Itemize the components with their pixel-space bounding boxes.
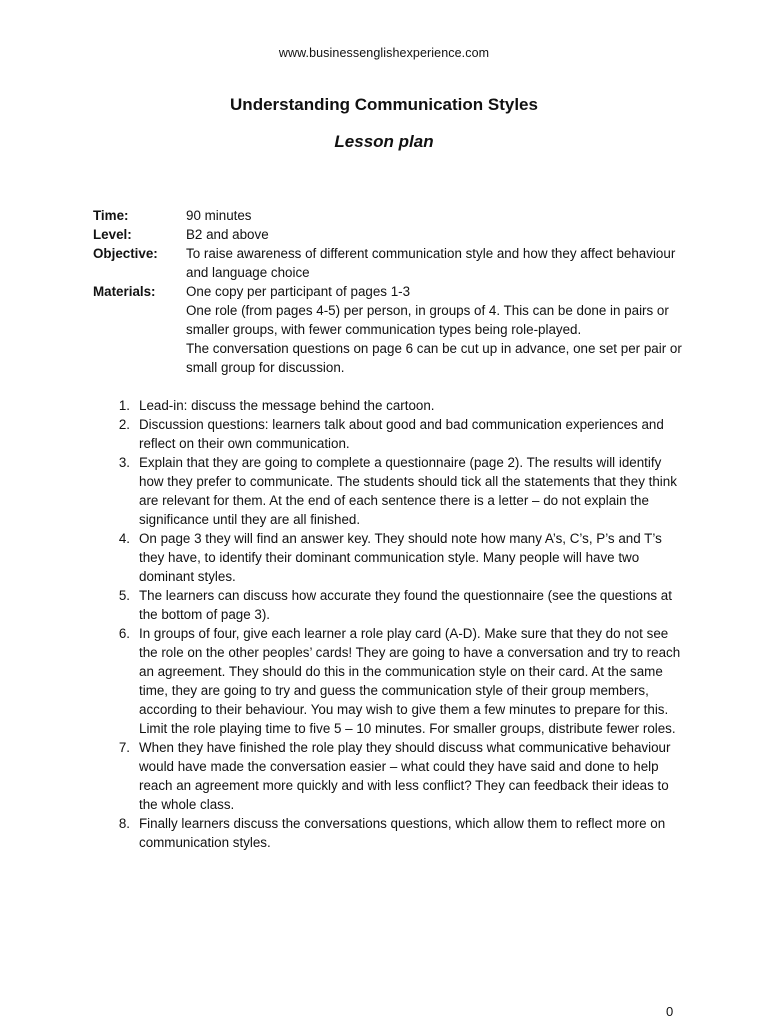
info-row-time [93, 206, 683, 225]
step-text: Explain that they are going to complete a questionnaire (page 2). The results will identify how they prefer to communicate. The students should tick all the statements that they think are relevant for them. At the end of each sentence there is a letter – do not explain the significance until they are all finished. [139, 455, 677, 527]
lesson-steps-list [112, 396, 682, 852]
info-label: Level: [93, 227, 132, 242]
info-row-materials [93, 282, 683, 377]
info-label: Time: [93, 208, 129, 223]
list-item [112, 624, 682, 738]
info-value [186, 244, 683, 282]
info-value [186, 282, 683, 377]
info-value-line: B2 and above [186, 227, 269, 242]
info-value-line: 90 minutes [186, 208, 252, 223]
page-title: Understanding Communication Styles [230, 95, 538, 114]
list-item [112, 415, 682, 453]
lesson-info-table [93, 206, 683, 377]
step-text: When they have finished the role play they should discuss what communicative behaviour would have made the conversation easier – what could they have said and done to help reach an agreement more quickly and with less conflict? They can feedback their ideas to the whole class. [139, 740, 671, 812]
step-number: 8. [118, 816, 130, 831]
list-item [112, 529, 682, 586]
step-number: 7. [118, 740, 130, 755]
info-row-objective [93, 244, 683, 282]
step-text: Finally learners discuss the conversations questions, which allow them to reflect more on communication styles. [139, 816, 666, 850]
info-label: Materials: [93, 284, 156, 299]
step-number: 5. [118, 588, 130, 603]
page-number: 0 [666, 1004, 674, 1019]
info-value-line: One role (from pages 4-5) per person, in groups of 4. This can be done in pairs or smaller groups, with fewer communication types being role-played. [186, 303, 669, 337]
list-item [112, 814, 682, 852]
info-value [186, 206, 683, 225]
step-text: On page 3 they will find an answer key. They should note how many A’s, C’s, P’s and T’s they have, to identify their dominant communication style. Many people will have two dominant styles. [139, 531, 662, 584]
website-url: www.businessenglishexperience.com [278, 46, 490, 60]
step-text: Lead-in: discuss the message behind the cartoon. [139, 398, 435, 413]
step-text: In groups of four, give each learner a role play card (A-D). Make sure that they do not see the role on the other peoples’ cards! They are going to have a conversation and try to reach an agreement. They should do this in the communication style on their card. At the same time, they are going to try and guess the communication style of their group members, according to their behaviour. You may wish to give them a few minutes to prepare for this. Limit the role playing time to five 5 – 10 minutes. For smaller groups, distribute fewer roles. [139, 626, 681, 736]
step-text: Discussion questions: learners talk about good and bad communication experiences and reflect on their own communication. [139, 417, 664, 451]
info-row-level [93, 225, 683, 244]
step-number: 3. [118, 455, 130, 470]
step-number: 6. [118, 626, 130, 641]
page-subtitle: Lesson plan [334, 132, 434, 151]
step-number: 2. [118, 417, 130, 432]
list-item [112, 453, 682, 529]
step-number: 4. [118, 531, 130, 546]
info-label: Objective: [93, 246, 158, 261]
list-item [112, 396, 682, 415]
info-value-line: To raise awareness of different communication style and how they affect behaviour and language choice [186, 246, 676, 280]
info-value-line: One copy per participant of pages 1-3 [186, 284, 411, 299]
info-value-line: The conversation questions on page 6 can be cut up in advance, one set per pair or small group for discussion. [186, 341, 682, 375]
step-number: 1. [118, 398, 130, 413]
list-item [112, 738, 682, 814]
step-text: The learners can discuss how accurate they found the questionnaire (see the questions at the bottom of page 3). [139, 588, 672, 622]
info-value [186, 225, 683, 244]
list-item [112, 586, 682, 624]
